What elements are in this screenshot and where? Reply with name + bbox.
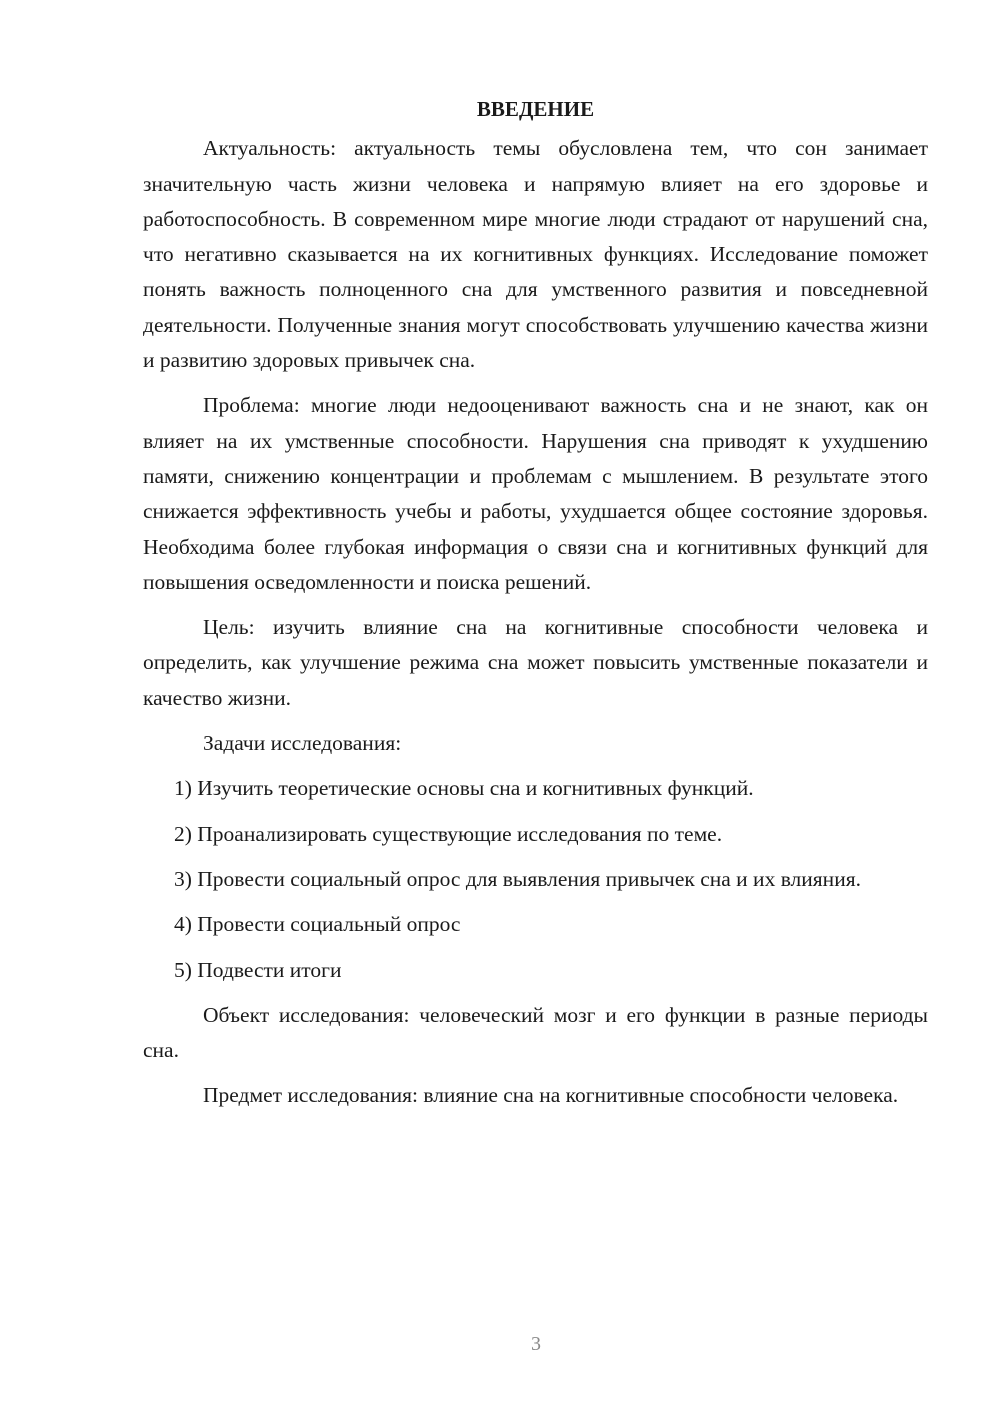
tasks-heading: Задачи исследования: [203,731,402,756]
goal-paragraph: Цель: изучить влияние сна на когнитивные способности человека и определить, как улучшение режима сна может повысить умственные показатели и качество жизни. [143,615,928,710]
section-title: ВВЕДЕНИЕ [476,97,595,121]
research-subject-paragraph: Предмет исследования: влияние сна на когнитивные способности человека. [203,1083,899,1108]
task-item-5: 5) Подвести итоги [174,957,342,982]
relevance-paragraph: Актуальность: актуальность темы обусловлена тем, что сон занимает значительную часть жизни человека и напрямую влияет на его здоровье и работоспособность. В современном мире многие люди страдают от нарушений сна, что негативно сказывается на их когнитивных функциях. Исследование поможет понять важность полноценного сна для умственного развития и повседневной деятельности. Полученные знания могут способствовать улучшению качества жизни и развитию здоровых привычек сна. [143,136,928,373]
task-item-3: 3) Провести социальный опрос для выявления привычек сна и их влияния. [174,866,861,891]
task-item-2: 2) Проанализировать существующие исследования по теме. [174,821,723,846]
page-number: 3 [531,1333,541,1355]
task-item-1: 1) Изучить теоретические основы сна и когнитивных функций. [174,776,754,801]
task-item-4: 4) Провести социальный опрос [174,912,461,937]
document-body [143,92,928,1124]
problem-paragraph: Проблема: многие люди недооценивают важность сна и не знают, как он влияет на их умственные способности. Нарушения сна приводят к ухудшению памяти, снижению концентрации и проблемам с мышлением. В результате этого снижается эффективность учебы и работы, ухудшается общее состояние здоровья. Необходима более глубокая информация о связи сна и когнитивных функций для повышения осведомленности и поиска решений. [143,393,928,594]
research-object-paragraph: Объект исследования: человеческий мозг и его функции в разные периоды сна. [143,1002,928,1063]
